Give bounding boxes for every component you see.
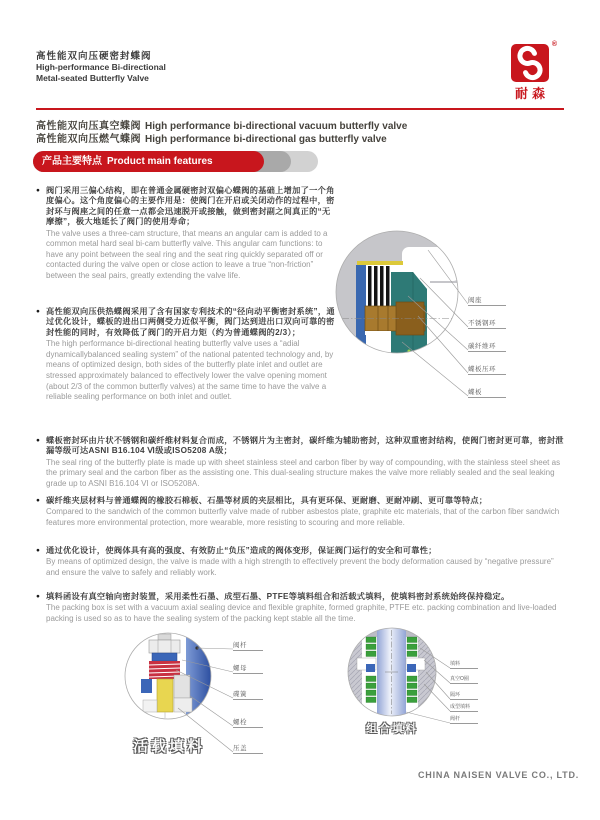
feature-en: The packing box is set with a vacuum axial sealing device and flexible graphite, formed graphite, PTFE etc. packing combination and live-loaded packing is used so as to have the sealing system of the packing kept stable all the time. <box>46 603 557 623</box>
diagram-label-valve-seat: 阀座 <box>468 295 506 306</box>
product-title-gas-zh: 高性能双向压燃气蝶阀 <box>36 134 141 145</box>
section-banner-en: Product main features <box>107 156 213 167</box>
diagram-label-formed-packing: 成型填料 <box>450 703 478 712</box>
feature-item-packing-box <box>36 592 568 625</box>
diagram-label-carbon-ring: 碳纤维环 <box>468 341 506 352</box>
brand-name: 耐森 <box>514 86 549 101</box>
product-title-vacuum-zh: 高性能双向压真空蝶阀 <box>36 121 141 132</box>
feature-en: The seal ring of the butterfly plate is made up with sheet stainless steel and carbon fiber by way of compounding, with the stainless steel sheet as the primary seal and the carbon fiber as the assisting one. This dual-sealing structure makes the valve more reliably sealed and the seal leaking grade up to ASNI B16.104 VI or ISO5208A. <box>46 457 561 488</box>
feature-zh: ● 通过优化设计，使阀体具有高的强度、有效防止“负压”造成的阀体变形，保证阀门运行的安全和可靠性； <box>36 546 568 556</box>
diagram-label-vacuum-oring: 真空O圈 <box>450 675 478 684</box>
product-title-vacuum-en: High performance bi-directional vacuum butterfly valve <box>145 121 408 132</box>
product-title-gas-en: High performance bi-directional gas butterfly valve <box>145 134 387 145</box>
feature-item-body-strength <box>36 546 568 579</box>
combination-packing-diagram <box>348 628 436 716</box>
feature-item-balanced-sealing <box>36 307 338 403</box>
registered-trademark-symbol: ® <box>551 41 557 48</box>
diagram-label-stainless-ring: 不锈钢环 <box>468 318 506 329</box>
company-name: CHINA NAISEN VALVE CO., LTD. <box>418 770 580 780</box>
diagram-label-spacer-ring: 隔环 <box>450 691 478 700</box>
diagram-label-stem-2: 阀杆 <box>450 715 478 724</box>
feature-zh: ● 碳纤维夹层材料与普通蝶阀的橡胶石棉板、石墨等材质的夹层相比，具有更环保、更耐磨、更耐冲刷、更可靠等特点； <box>36 496 568 506</box>
diagram-label-butterfly-plate: 蝶板 <box>468 387 506 398</box>
header-title-en-line2: Metal-seated Butterfly Valve <box>36 73 149 83</box>
header-title-en-line1: High-performance Bi-directional <box>36 62 166 72</box>
feature-en: By means of optimized design, the valve is made with a high strength to effectively prevent the body deformation caused by “negative pressure” and ensure the valve to safely and reliably work. <box>46 557 554 577</box>
section-banner-zh: 产品主要特点 <box>42 156 102 167</box>
diagram-label-plate-press-ring: 蝶板压环 <box>468 364 506 375</box>
feature-en: The high performance bi-directional heating butterfly valve uses a “adial dynamicallybalanced sealing system” of the national patented technology and, by means of optimized design, both sides of the butterfly plate inlet and outlet are stressed approximately balanced to effectively lower the valve opening moment (about 2/3 of the common butterfly valves) at the same time to have the valve a reliable sealing performance on both inlet and outlet. <box>46 339 334 402</box>
feature-item-carbon-fiber <box>36 496 568 529</box>
caption-combination-packing: 组合填料 <box>366 723 418 735</box>
feature-zh: ● 阀门采用三偏心结构，即在普通金属硬密封双偏心蝶阀的基础上增加了一个角度偏心。这个角度偏心的主要作用是：使阀门在开启或关闭动作的过程中，密封环与阀座之间的任意一点都会迅速脱开或接触，做到密封副之间真正的“无摩擦”，极大地延长了阀门的使用寿命； <box>36 186 338 228</box>
feature-en: Compared to the sandwich of the common butterfly valve made of rubber asbestos plate, graphite etc materials, that of the carbon fiber sandwich features more environmental protection, more wearable, more resisting to scouring and more reliable. <box>46 507 560 527</box>
diagram-label-disc-spring: 碟簧 <box>233 689 263 700</box>
diagram-label-nut: 螺母 <box>233 663 263 674</box>
diagram-label-packing: 填料 <box>450 660 478 669</box>
feature-en: The valve uses a three-cam structure, that means an angular cam is added to a common metal hard seal bi-cam butterfly valve. This angular cam functions: to have any point between the seal ring and the seat ring quickly separated off or contacted during the valve open or close action to leave a true “non-friction” between the seal pairs, greatly extending the valve life. <box>46 228 328 280</box>
header-title-zh: 高性能双向压硬密封蝶阀 <box>36 51 152 62</box>
diagram-label-bolt: 螺栓 <box>233 717 263 728</box>
feature-zh: ● 蝶板密封环由片状不锈钢和碳纤维材料复合而成，不锈钢片为主密封，碳纤维为辅助密封，这种双重密封结构，使阀门密封更可靠，密封泄漏等级可达ASNI B16.104 Ⅵ级或ISO5208 A级； <box>36 436 568 457</box>
feature-item-three-cam <box>36 186 338 282</box>
caption-live-loaded-packing: 活载填料 <box>133 738 206 755</box>
feature-zh: ● 填料函设有真空轴向密封装置，采用柔性石墨、成型石墨、PTFE等填料组合和活载式填料，使填料密封系统始终保持稳定。 <box>36 592 568 602</box>
diagram-label-gland: 压盖 <box>233 743 263 754</box>
diagram-label-stem: 阀杆 <box>233 640 263 651</box>
feature-item-seal-ring <box>36 436 568 490</box>
feature-zh: ● 高性能双向压供热蝶阀采用了含有国家专利技术的“径向动平衡密封系统”，通过优化设计，蝶板的进出口两侧受力近似平衡，阀门达到进出口双向可靠的密封性能的同时，有效降低了阀门的开启力矩（约为普通蝶阀的2/3）； <box>36 307 338 338</box>
